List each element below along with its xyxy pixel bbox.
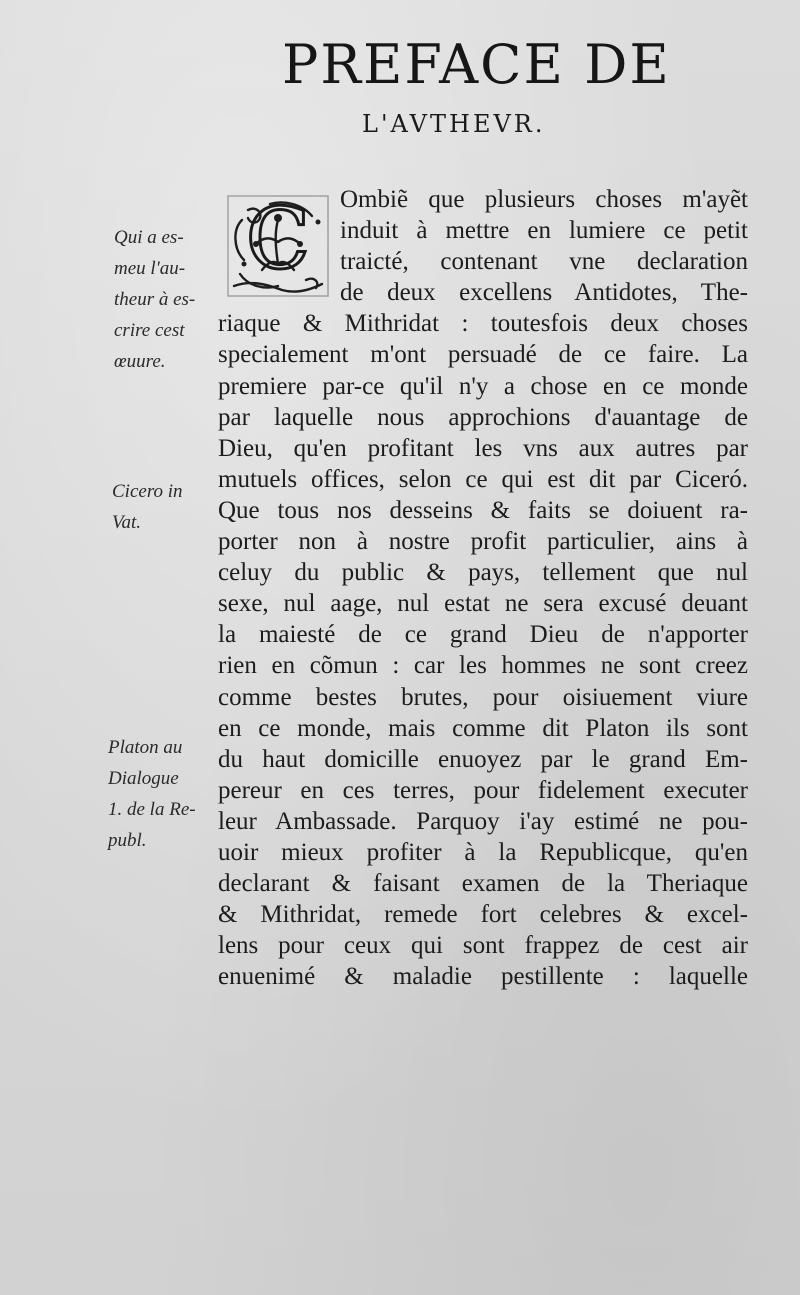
page-title: PREFACE DE — [282, 33, 671, 96]
text-line: pereur en ces terres, pour fidelement executer — [218, 776, 748, 804]
text-line: du haut domicille enuoyez par le grand Em- — [218, 745, 748, 773]
text-line: sexe, nul aage, nul estat ne sera excusé deuant — [218, 590, 748, 618]
text-line: declarant & faisant examen de la Theriaque — [218, 870, 748, 898]
text-line: & Mithridat, remede fort celebres & excel- — [218, 901, 748, 929]
text-line: comme bestes brutes, pour oisiuement viure — [218, 683, 748, 711]
text-line: uoir mieux profiter à la Republicque, qu'en — [218, 838, 748, 866]
text-line: lens pour ceux qui sont frappez de cest air — [218, 932, 748, 960]
margin-note: Qui a es- meu l'au- theur à es- crire cest œuure. — [114, 227, 196, 372]
margin-note: Platon au Dialogue 1. de la Re- publ. — [108, 737, 196, 851]
text-line: Ombiẽ que plusieurs choses m'ayẽt — [340, 186, 748, 213]
text-line: premiere par-ce qu'il n'y a chose en ce monde — [218, 372, 748, 400]
text-line: enuenimé & maladie pestillente : laquelle — [218, 963, 748, 991]
text-line: de deux excellens Antidotes, The- — [340, 279, 748, 307]
body-text — [218, 184, 748, 992]
text-line: en ce monde, mais comme dit Platon ils sont — [218, 714, 748, 742]
text-line: mutuels offices, selon ce qui est dit par Ciceró. — [218, 465, 748, 493]
text-line: rien en cõmun : car les hommes ne sont creez — [218, 652, 748, 680]
text-line: Que tous nos desseins & faits se doiuent ra- — [218, 496, 748, 524]
initial-letter: C — [245, 190, 311, 288]
text-line: celuy du public & pays, tellement que nul — [218, 559, 748, 587]
text-line: Dieu, qu'en profitant les vns aux autres par — [218, 434, 748, 462]
text-line: par laquelle nous approchions d'auantage de — [218, 403, 748, 431]
margin-note: Cicero in Vat. — [112, 481, 183, 533]
text-line: la maiesté de ce grand Dieu de n'apporter — [218, 621, 748, 649]
text-line: traicté, contenant vne declaration — [340, 248, 748, 276]
text-line: leur Ambassade. Parquoy i'ay estimé ne pou- — [218, 807, 748, 835]
text-line: specialement m'ont persuadé de ce faire. La — [218, 341, 748, 369]
text-line: riaque & Mithridat : toutesfois deux choses — [218, 310, 748, 338]
page-subtitle: L'AVTHEVR. — [362, 110, 546, 138]
text-line: porter non à nostre profit particulier, ains à — [218, 528, 748, 556]
text-line: induit à mettre en lumiere ce petit — [340, 217, 748, 245]
